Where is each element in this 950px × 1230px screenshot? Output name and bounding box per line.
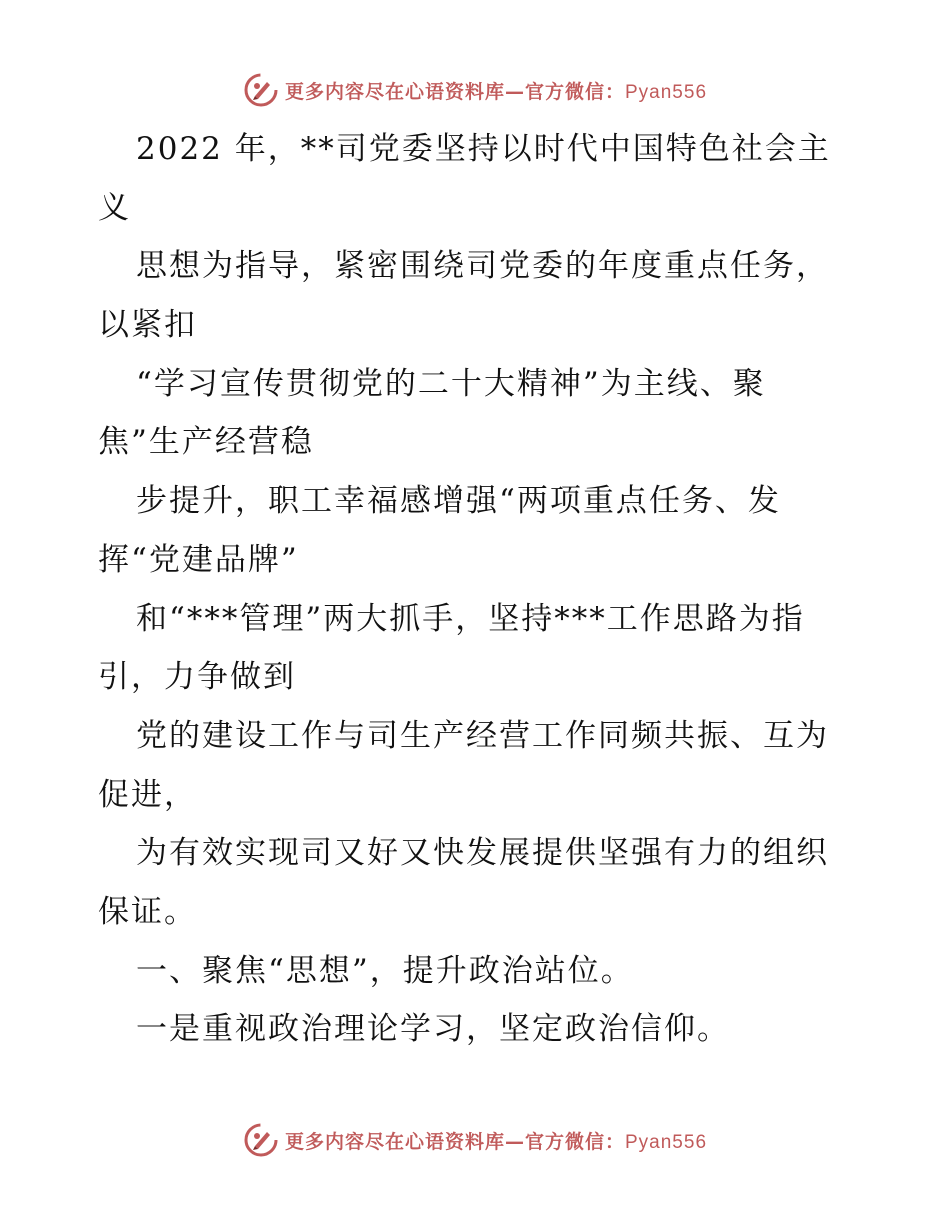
pen-nib-swirl-logo-icon: [243, 72, 279, 108]
body-line-6: 焦”生产经营稳: [98, 424, 314, 461]
body-line-7: 步提升，职工幸福感增强“两项重点任务、发: [136, 483, 781, 520]
footer-banner: [0, 1120, 950, 1160]
body-line-8: 挥“党建品牌”: [98, 541, 299, 578]
body-line-14: 保证。: [98, 893, 197, 930]
section-heading: 一、聚焦“思想”，提升政治站位。: [136, 952, 634, 989]
body-line-16: 一是重视政治理论学习，坚定政治信仰。: [136, 1011, 730, 1048]
footer-banner-label: 更多内容尽在心语资料库—官方微信：: [284, 1130, 625, 1153]
body-line-1: 2022 年，**司党委坚持以时代中国特色社会主: [136, 131, 831, 167]
footer-banner-text: [285, 1127, 707, 1154]
pen-nib-swirl-logo-icon: [243, 1122, 279, 1158]
body-line-12: 促进，: [98, 776, 197, 813]
body-line-10: 引，力争做到: [98, 659, 296, 696]
body-line-2: 义: [98, 189, 131, 226]
header-banner-text: [285, 77, 707, 104]
body-line-13: 为有效实现司又好又快发展提供坚强有力的组织: [136, 835, 829, 872]
body-line-3: 思想为指导，紧密围绕司党委的年度重点任务，: [136, 248, 829, 285]
header-wechat-id: Pyan556: [625, 81, 708, 103]
document-body: [98, 120, 858, 1059]
body-line-11: 党的建设工作与司生产经营工作同频共振、互为: [136, 717, 829, 754]
body-line-4: 以紧扣: [98, 307, 197, 344]
footer-wechat-id: Pyan556: [625, 1131, 708, 1153]
body-line-5: “学习宣传贯彻党的二十大精神”为主线、聚: [136, 365, 766, 402]
header-banner: [0, 70, 950, 110]
header-banner-label: 更多内容尽在心语资料库—官方微信：: [284, 80, 625, 103]
body-line-9: 和“***管理”两大抓手，坚持***工作思路为指: [136, 600, 805, 637]
